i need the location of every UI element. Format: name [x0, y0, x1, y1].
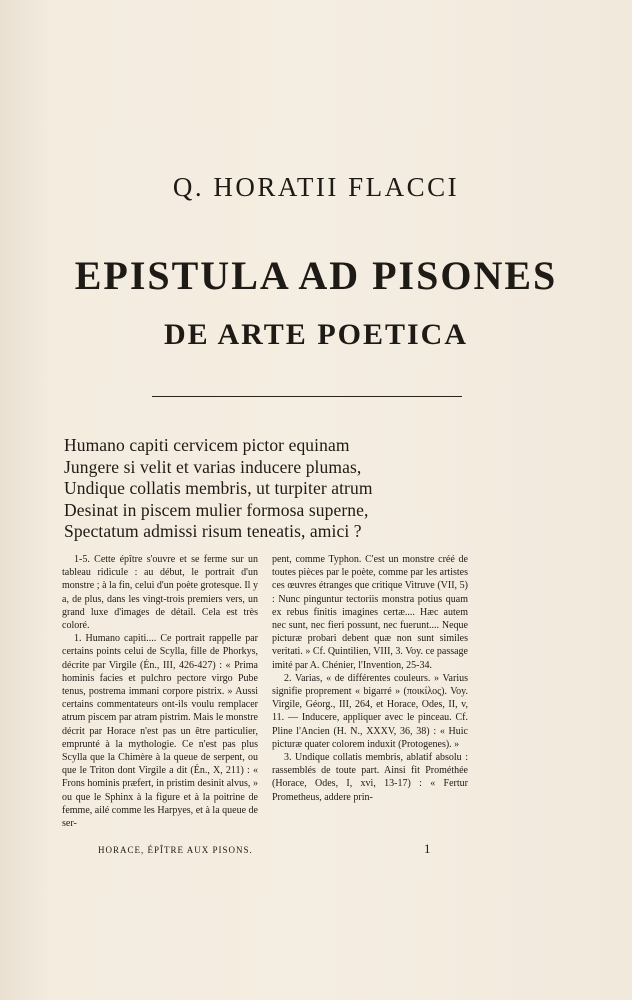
verse-line: Undique collatis membris, ut turpiter atrum: [64, 478, 373, 498]
verse-line: Desinat in piscem mulier formosa superne,: [64, 499, 369, 520]
verse-line: Jungere si velit et varias inducere plumas,: [64, 456, 362, 477]
notes-column-right: [272, 553, 468, 804]
note-paragraph: 3. Undique collatis membris, ablatif absolu : rassemblés de toute part. Ainsi fit Prométhée (Horace, Odes, I, xvi, 13-17) : « Fertur Prometheus, addere prin-: [272, 752, 468, 803]
note-paragraph: 1. Humano capiti.... Ce portrait rappelle par certains points celui de Scylla, fille de Phorkys, décrite par Virgile (Én., III, 426-427) : « Prima hominis facies et pulchro pectore virgo Pube tenus, postrema immani corpore pistrix. » Aussi certains commentateurs ont-ils voulu remplacer atrum piscem par atram pistrim. Mais le monstre décrit par Horace n'est pas un être particulier, emprunté à la mythologie. Ce n'est pas plus Scylla que la Chimère à la queue de serpent, ou que le Triton dont Virgile a dit (Én., X, 211) : « Frons hominis præfert, in pristim desinit alvus, » ou que le Sphinx à la figure et à la poitrine de femme, ailé comme les Harpyes, et à la queue de ser-: [62, 633, 258, 830]
title-heading: EPISTULA AD PISONES: [74, 253, 558, 298]
verse-block: [64, 435, 584, 543]
title-rule: [152, 396, 462, 397]
subtitle-heading: DE ARTE POETICA: [164, 318, 468, 351]
note-paragraph: 1-5. Cette épître s'ouvre et se ferme sur un tableau ridicule : au début, le portrait d'un monstre ; à la fin, celui d'un poète grotesque. Il y a, de plus, dans les vingt-trois premiers vers, un grand luxe d'images de détail. Cela est très coloré.: [62, 554, 258, 632]
note-paragraph: 2. Varias, « de différentes couleurs. » Varius signifie proprement « bigarré » (ποικίλος). Voy. Virgile, Géorg., III, 264, et Horace, Odes, II, v, 11. — Inducere, appliquer avec le pinceau. Cf. Pline l'Ancien (H. N., XXXV, 36, 38) : « Huic picturæ quater colorem induxit (Protogenes). »: [272, 672, 468, 750]
signature-mark: 1: [424, 841, 432, 856]
notes-column-left: [62, 553, 258, 830]
verse-line: Spectatum admissi risum teneatis, amici ?: [64, 521, 362, 541]
author-heading: Q. HORATII FLACCI: [172, 172, 460, 202]
note-paragraph: pent, comme Typhon. C'est un monstre créé de toutes pièces par le poète, comme par les artistes ces œuvres étranges que critique Vitruve (VII, 5) : Nunc pinguntur tectoriis monstra potius quam ex rebus finitis imagines certæ.... Hæc autem nec sunt, nec fieri possunt, nec fuerunt.... Neque picturæ probari debent quæ non sunt similes veritati. » Cf. Quintilien, VIII, 3. Voy. ce passage imité par A. Chénier, l'Invention, 25-34.: [272, 554, 468, 671]
verse-line: Humano capiti cervicem pictor equinam: [64, 435, 350, 455]
running-title: HORACE, ÉPÎTRE AUX PISONS.: [98, 845, 253, 855]
